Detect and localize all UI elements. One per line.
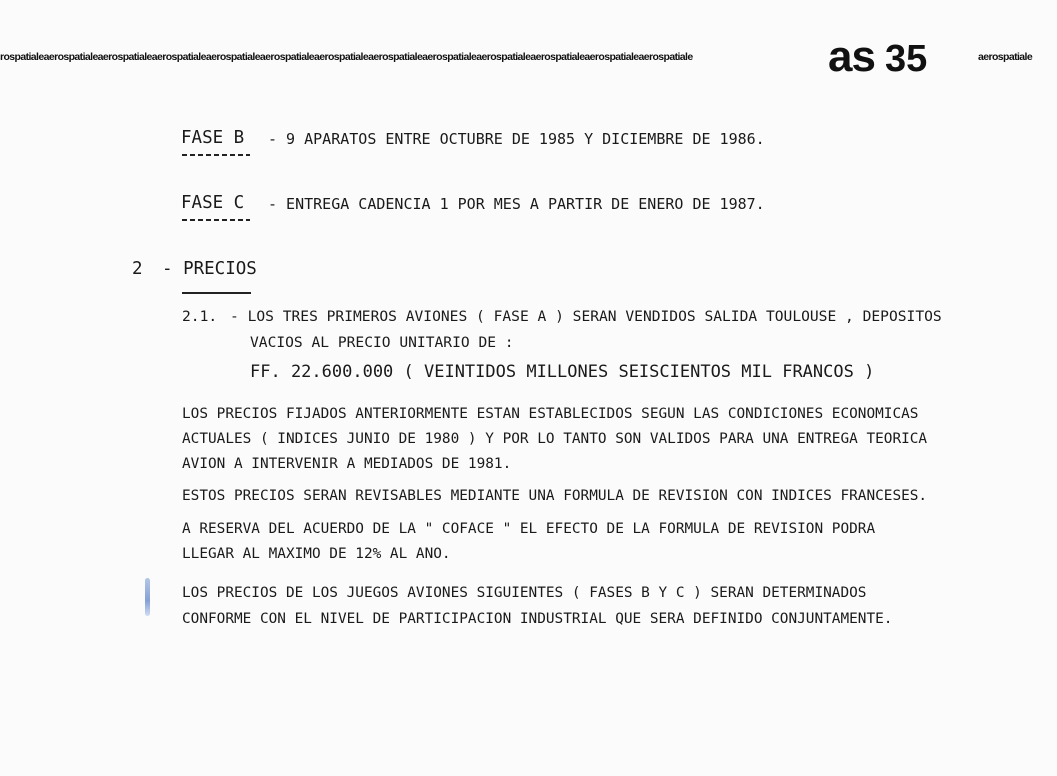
- paragraph-4-line-2: CONFORME CON EL NIVEL DE PARTICIPACION INDUSTRIAL QUE SERA DEFINIDO CONJUNTAMENTE.: [182, 611, 893, 627]
- letterhead-band-tail: aerospatiale: [978, 51, 1033, 63]
- phase-b-text: - 9 APARATOS ENTRE OCTUBRE DE 1985 Y DICIEMBRE DE 1986.: [268, 130, 765, 148]
- item-number: 2.1.: [182, 308, 218, 325]
- company-logo: [828, 30, 927, 84]
- logo-letters: as: [828, 32, 875, 81]
- paragraph-2-line-1: ESTOS PRECIOS SERAN REVISABLES MEDIANTE UNA FORMULA DE REVISION CON INDICES FRANCESES.: [182, 488, 928, 504]
- paragraph-1-line-1: LOS PRECIOS FIJADOS ANTERIORMENTE ESTAN ESTABLECIDOS SEGUN LAS CONDICIONES ECONOMICAS: [182, 406, 919, 422]
- letterhead-band: rospatialeaerospatialeaerospatialeaerospatialeaerospatialeaerospatialeaerospatialeaerospatialeaerospatialeaerospatialeaerospatialeaerospatialeaerospatiale: [0, 51, 693, 63]
- paragraph-4-line-1: LOS PRECIOS DE LOS JUEGOS AVIONES SIGUIENTES ( FASES B Y C ) SERAN DETERMINADOS: [182, 585, 867, 601]
- phase-b-underline: [182, 154, 250, 156]
- item-line-1: - LOS TRES PRIMEROS AVIONES ( FASE A ) SERAN VENDIDOS SALIDA TOULOUSE , DEPOSITOS: [230, 308, 942, 325]
- item-price: FF. 22.600.000 ( VEINTIDOS MILLONES SEISCIENTOS MIL FRANCOS ): [250, 362, 875, 382]
- section-number: 2: [132, 259, 143, 279]
- phase-c-text: - ENTREGA CADENCIA 1 POR MES A PARTIR DE ENERO DE 1987.: [268, 195, 765, 213]
- margin-pen-mark: [145, 578, 150, 616]
- paragraph-3-line-1: A RESERVA DEL ACUERDO DE LA " COFACE " EL EFECTO DE LA FORMULA DE REVISION PODRA: [182, 521, 876, 537]
- paragraph-3-line-2: LLEGAR AL MAXIMO DE 12% AL ANO.: [182, 546, 451, 562]
- logo-number: 35: [884, 38, 928, 80]
- item-line-2: VACIOS AL PRECIO UNITARIO DE :: [250, 334, 514, 351]
- section-title: - PRECIOS: [162, 259, 257, 279]
- phase-c-label: FASE C: [181, 193, 245, 213]
- phase-c-underline: [182, 219, 250, 221]
- phase-b-label: FASE B: [181, 128, 245, 148]
- paragraph-1-line-2: ACTUALES ( INDICES JUNIO DE 1980 ) Y POR LO TANTO SON VALIDOS PARA UNA ENTREGA TEORICA: [182, 431, 928, 447]
- section-title-underline: [182, 292, 251, 294]
- paragraph-1-line-3: AVION A INTERVENIR A MEDIADOS DE 1981.: [182, 456, 512, 472]
